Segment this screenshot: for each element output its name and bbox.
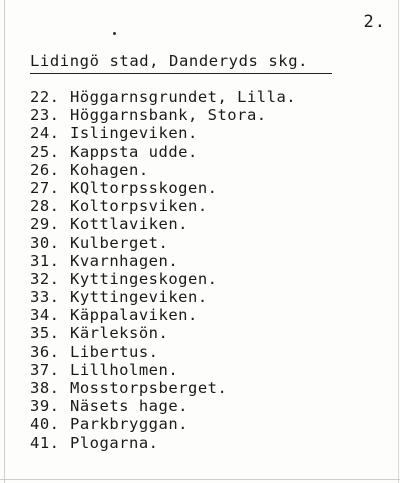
page-number: 2. <box>363 12 386 32</box>
entry-number: 32. <box>30 269 60 288</box>
entry-name: KQltorpsskogen. <box>70 178 218 197</box>
list-item <box>30 197 296 215</box>
entry-name: Kyttingeskogen. <box>70 269 218 288</box>
entry-number: 27. <box>30 178 60 197</box>
entry-number: 23. <box>30 106 60 125</box>
title-underline <box>30 73 332 74</box>
entry-number: 34. <box>30 306 60 325</box>
entry-name: Näsets hage. <box>70 397 188 416</box>
entry-name: Plogarna. <box>70 433 159 452</box>
entry-number: 39. <box>30 397 60 416</box>
list-item <box>30 88 296 106</box>
list-item <box>30 252 296 270</box>
entry-number: 36. <box>30 342 60 361</box>
entry-name: Kappsta udde. <box>70 142 198 161</box>
entry-name: Kyttingeviken. <box>70 288 208 307</box>
list-item <box>30 143 296 161</box>
entry-number: 28. <box>30 197 60 216</box>
entry-name: Lillholmen. <box>70 360 179 379</box>
entry-name: Höggarnsgrundet, Lilla. <box>70 88 297 106</box>
list-item <box>30 179 296 197</box>
entry-number: 25. <box>30 142 60 161</box>
entry-number: 29. <box>30 215 60 234</box>
list-item <box>30 343 296 361</box>
entry-name: Kulberget. <box>70 233 169 252</box>
card-right-edge <box>398 0 399 483</box>
entry-name: Mosstorpsberget. <box>70 379 228 397</box>
entry-name: Libertus. <box>70 342 159 361</box>
entry-name: Käppalaviken. <box>70 306 198 325</box>
list-item <box>30 288 296 306</box>
list-item <box>30 124 296 142</box>
entry-number: 30. <box>30 233 60 252</box>
list-item <box>30 415 296 433</box>
entry-number: 24. <box>30 124 60 143</box>
entry-name: Parkbryggan. <box>70 415 188 434</box>
entry-name: Kohagen. <box>70 160 149 179</box>
list-item <box>30 361 296 379</box>
entry-number: 33. <box>30 288 60 307</box>
list-item <box>30 215 296 233</box>
list-item <box>30 397 296 415</box>
list-item <box>30 379 296 397</box>
list-item <box>30 161 296 179</box>
entry-list <box>30 88 296 452</box>
entry-number: 31. <box>30 251 60 270</box>
list-item <box>30 434 296 452</box>
entry-number: 40. <box>30 415 60 434</box>
list-item <box>30 234 296 252</box>
entry-name: Kottlaviken. <box>70 215 188 234</box>
entry-name: Kvarnhagen. <box>70 251 179 270</box>
list-item <box>30 306 296 324</box>
entry-number: 22. <box>30 88 60 106</box>
entry-name: Koltorpsviken. <box>70 197 208 216</box>
entry-number: 37. <box>30 360 60 379</box>
page-title: Lidingö stad, Danderyds skg. <box>30 52 309 70</box>
entry-name: Islingeviken. <box>70 124 198 143</box>
card-bottom-edge <box>0 479 400 480</box>
entry-number: 26. <box>30 160 60 179</box>
list-item <box>30 324 296 342</box>
entry-number: 41. <box>30 433 60 452</box>
ink-speck <box>113 32 116 35</box>
entry-number: 35. <box>30 324 60 343</box>
entry-name: Kärleksön. <box>70 324 169 343</box>
list-item <box>30 106 296 124</box>
entry-name: Höggarnsbank, Stora. <box>70 106 267 125</box>
entry-number: 38. <box>30 379 60 397</box>
card-left-edge <box>4 0 5 483</box>
list-item <box>30 270 296 288</box>
